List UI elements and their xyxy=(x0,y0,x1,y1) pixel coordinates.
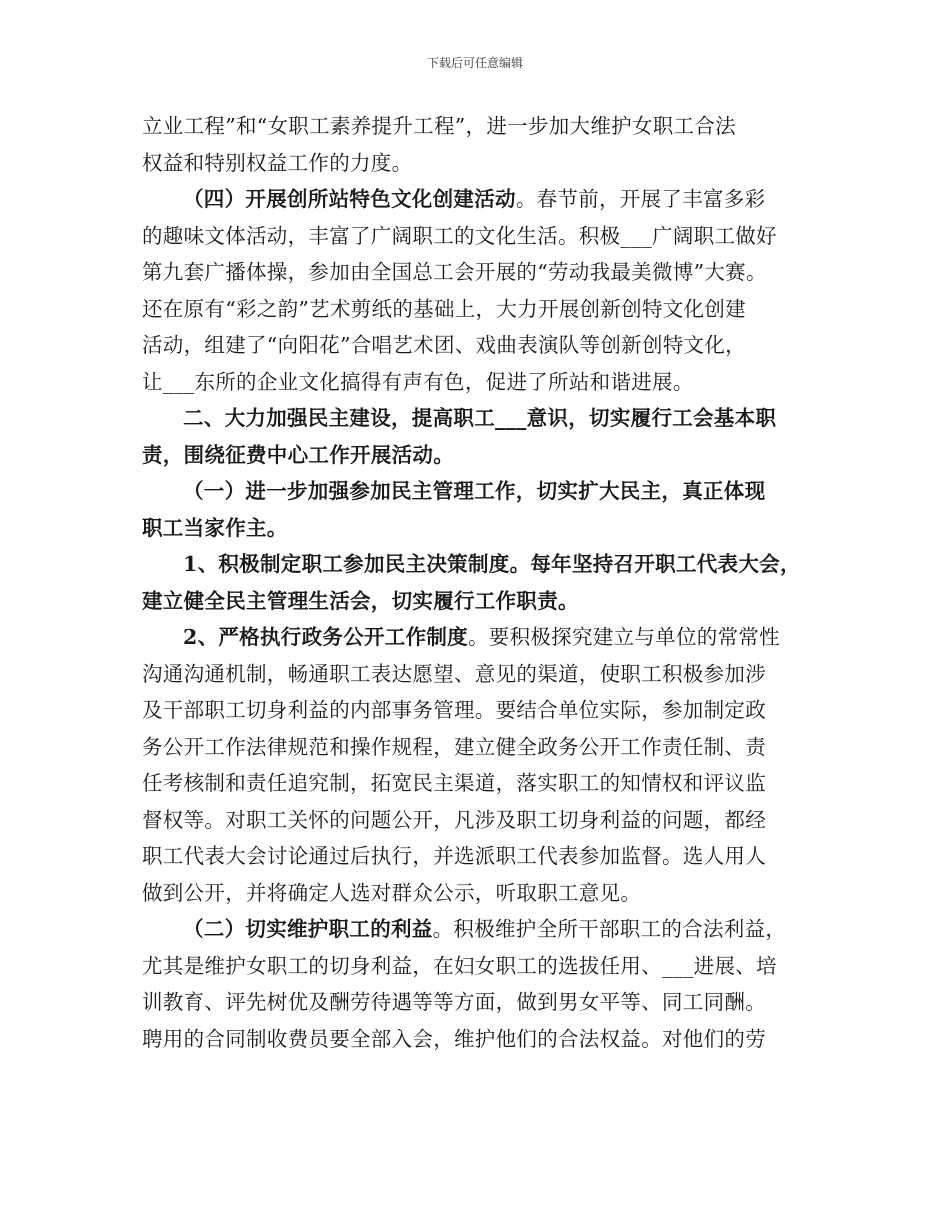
text-line xyxy=(142,254,817,291)
text-line xyxy=(142,473,817,510)
text-run: 职工当家作主。 xyxy=(142,515,288,540)
text-run: 训教育、评先树优及酬劳待遇等等方面，做到男女平等、同工同酬。 xyxy=(142,990,766,1014)
text-run: 尤其是维护女职工的切身利益，在妇女职工的选拔任用、___进展、培 xyxy=(142,953,777,978)
text-run: 职工代表大会讨论通过后执行，并选派职工代表参加监督。选人用人 xyxy=(142,844,766,868)
text-line xyxy=(142,364,817,401)
document-body xyxy=(142,108,817,1057)
text-line xyxy=(142,619,817,656)
text-line xyxy=(142,948,817,985)
text-line xyxy=(142,327,817,364)
text-line xyxy=(142,583,817,620)
text-run: 做到公开，并将确定人选对群众公示，听取职工意见。 xyxy=(142,880,642,905)
text-line xyxy=(142,181,817,218)
text-line xyxy=(142,1021,817,1058)
text-run: 督权等。对职工关怀的问题公开，凡涉及职工切身利益的问题，都经 xyxy=(142,807,766,832)
text-line xyxy=(142,546,817,583)
text-run: （一）进一步加强参加民主管理工作，切实扩大民主，真正体现 xyxy=(183,479,766,503)
bold-heading-run: （四）开展创所站特色文化创建活动 xyxy=(183,187,516,211)
text-line xyxy=(142,108,817,145)
text-line xyxy=(142,765,817,802)
text-line xyxy=(142,802,817,839)
text-run: 第九套广播体操，参加由全国总工会开展的“劳动我最美微博”大赛。 xyxy=(142,260,767,284)
bold-heading-run: 2、严格执行政务公开工作制度 xyxy=(183,625,468,649)
text-run: 权益和特别权益工作的力度。 xyxy=(142,150,413,175)
text-line xyxy=(142,510,817,547)
text-run: 还在原有“彩之韵”艺术剪纸的基础上，大力开展创新创特文化创建 xyxy=(142,296,746,321)
text-run: 。要积极探究建立与单位的常常性 xyxy=(467,625,780,649)
text-run: 。春节前，开展了丰富多彩 xyxy=(515,187,766,211)
text-line xyxy=(142,838,817,875)
text-run: 的趣味文体活动，丰富了广阔职工的文化生活。积极___广阔职工做好 xyxy=(142,223,777,248)
text-run: 。积极维护全所干部职工的合法利益， xyxy=(432,917,787,941)
text-line xyxy=(142,656,817,693)
text-line xyxy=(142,291,817,328)
page-header: 下载后可任意编辑 xyxy=(426,56,523,70)
text-run: 沟通沟通机制，畅通职工表达愿望、意见的渠道，使职工积极参加涉 xyxy=(142,661,766,686)
text-run: 及干部职工切身利益的内部事务管理。要结合单位实际，参加制定政 xyxy=(142,698,766,722)
text-run: 任考核制和责任追究制，拓宽民主渠道，落实职工的知情权和评议监 xyxy=(142,771,766,795)
text-run: 让___东所的企业文化搞得有声有色，促进了所站和谐进展。 xyxy=(142,369,694,394)
text-run: 二、大力加强民主建设，提高职工___意识，切实履行工会基本职 xyxy=(183,406,777,430)
text-line xyxy=(142,984,817,1021)
text-run: 建立健全民主管理生活会，切实履行工作职责。 xyxy=(142,588,579,613)
text-run: 聘用的合同制收费员要全部入会，维护他们的合法权益。对他们的劳 xyxy=(142,1026,766,1051)
text-line xyxy=(142,911,817,948)
text-line xyxy=(142,692,817,729)
text-line xyxy=(142,400,817,437)
text-run: 活动，组建了“向阳花”合唱艺术团、戏曲表演队等创新创特文化， xyxy=(142,333,746,357)
text-run: 立业工程”和“女职工素养提升工程”，进一步加大维护女职工合法 xyxy=(142,114,736,138)
text-run: 1、积极制定职工参加民主决策制度。每年坚持召开职工代表大会， xyxy=(183,552,801,576)
text-line xyxy=(142,218,817,255)
text-run: 责，围绕征费中心工作开展活动。 xyxy=(142,442,454,467)
text-line xyxy=(142,875,817,912)
bold-heading-run: （二）切实维护职工的利益 xyxy=(183,917,433,941)
text-line xyxy=(142,437,817,474)
text-run: 务公开工作法律规范和操作规程，建立健全政务公开工作责任制、责 xyxy=(142,734,766,759)
text-line xyxy=(142,729,817,766)
text-line xyxy=(142,145,817,182)
